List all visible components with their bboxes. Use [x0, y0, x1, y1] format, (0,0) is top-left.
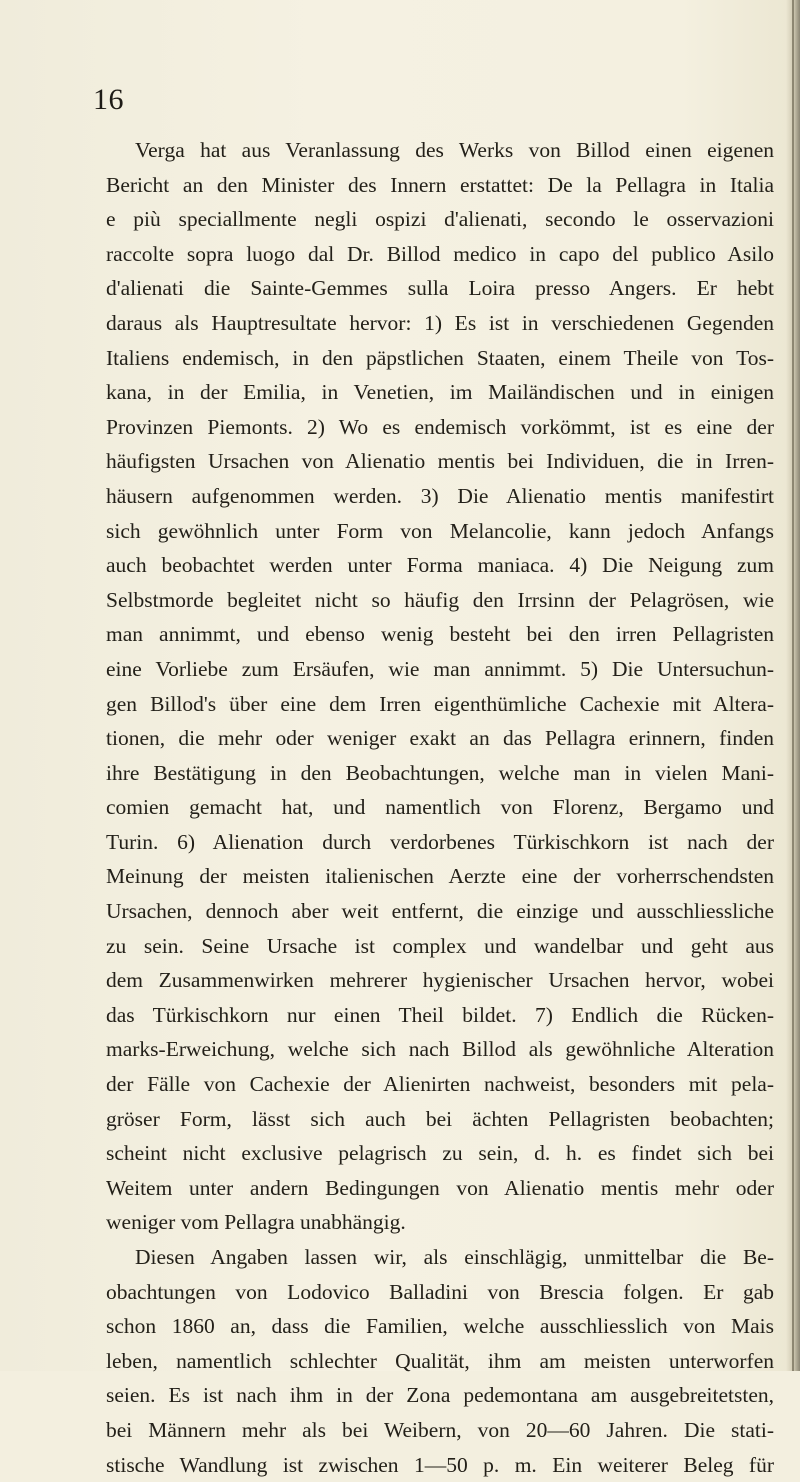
text-line: Provinzen Piemonts. 2) Wo es endemisch vorkömmt, ist es eine der	[106, 414, 774, 439]
page-number: 16	[93, 83, 124, 116]
text-line: e più speciallmente negli ospizi d'alienati, secondo le osservazioni	[106, 207, 774, 232]
text-line: seien. Es ist nach ihm in der Zona pedemontana am ausgebreitetsten,	[106, 1383, 774, 1408]
text-line: scheint nicht exclusive pelagrisch zu sein, d. h. es findet sich bei	[106, 1141, 774, 1166]
text-line: Turin. 6) Alienation durch verdorbenes Türkischkorn ist nach der	[106, 829, 774, 854]
text-line: Italiens endemisch, in den päpstlichen Staaten, einem Theile von Tos-	[106, 345, 774, 370]
page-edge-line	[792, 0, 794, 1371]
text-line: eine Vorliebe zum Ersäufen, wie man annimmt. 5) Die Untersuchun-	[106, 656, 774, 681]
text-line: stische Wandlung ist zwischen 1—50 p. m. Ein weiterer Beleg für	[106, 1452, 774, 1477]
text-line: obachtungen von Lodovico Balladini von Brescia folgen. Er gab	[106, 1279, 774, 1304]
text-line: ihre Bestätigung in den Beobachtungen, welche man in vielen Mani-	[106, 760, 774, 785]
text-line: daraus als Hauptresultate hervor: 1) Es ist in verschiedenen Gegenden	[106, 310, 774, 335]
text-line: häusern aufgenommen werden. 3) Die Alienatio mentis manifestirt	[106, 483, 774, 508]
text-line: schon 1860 an, dass die Familien, welche ausschliesslich von Mais	[106, 1314, 774, 1339]
text-line: man annimmt, und ebenso wenig besteht bei den irren Pellagristen	[106, 622, 774, 647]
text-line: kana, in der Emilia, in Venetien, im Mailändischen und in einigen	[106, 380, 774, 405]
text-line: Bericht an den Minister des Innern erstattet: De la Pellagra in Italia	[106, 172, 774, 197]
text-line: Meinung der meisten italienischen Aerzte eine der vorherrschendsten	[106, 864, 774, 889]
text-line: Verga hat aus Veranlassung des Werks von Billod einen eigenen	[135, 138, 774, 162]
text-line: gen Billod's über eine dem Irren eigenthümliche Cachexie mit Altera-	[106, 691, 774, 716]
text-line: tionen, die mehr oder weniger exakt an das Pellagra erinnern, finden	[106, 726, 774, 751]
text-line: weniger vom Pellagra unabhängig.	[106, 1210, 406, 1235]
text-line: Selbstmorde begleitet nicht so häufig den Irrsinn der Pelagrösen, wie	[106, 587, 774, 612]
text-line: auch beobachtet werden unter Forma maniaca. 4) Die Neigung zum	[106, 553, 774, 578]
text-line: Diesen Angaben lassen wir, als einschlägig, unmittelbar die Be-	[135, 1245, 774, 1269]
body-text	[106, 133, 774, 1482]
text-line: comien gemacht hat, und namentlich von Florenz, Bergamo und	[106, 795, 774, 820]
text-line: Ursachen, dennoch aber weit entfernt, die einzige und ausschliessliche	[106, 899, 774, 924]
text-line: raccolte sopra luogo dal Dr. Billod medico in capo del publico Asilo	[106, 241, 774, 266]
text-line: der Fälle von Cachexie der Alienirten nachweist, besonders mit pela-	[106, 1072, 774, 1097]
text-line: sich gewöhnlich unter Form von Melancolie, kann jedoch Anfangs	[106, 518, 774, 543]
text-line: zu sein. Seine Ursache ist complex und wandelbar und geht aus	[106, 933, 774, 958]
text-line: marks-Erweichung, welche sich nach Billod als gewöhnliche Alteration	[106, 1037, 774, 1062]
text-line: dem Zusammenwirken mehrerer hygienischer Ursachen hervor, wobei	[106, 968, 774, 993]
text-line: bei Männern mehr als bei Weibern, von 20—60 Jahren. Die stati-	[106, 1417, 774, 1442]
text-line: häufigsten Ursachen von Alienatio mentis bei Individuen, die in Irren-	[106, 449, 774, 474]
text-line: Weitem unter andern Bedingungen von Alienatio mentis mehr oder	[106, 1175, 774, 1200]
text-line: leben, namentlich schlechter Qualität, ihm am meisten unterworfen	[106, 1348, 774, 1373]
text-line: d'alienati die Sainte-Gemmes sulla Loira presso Angers. Er hebt	[106, 276, 774, 301]
text-line: das Türkischkorn nur einen Theil bildet. 7) Endlich die Rücken-	[106, 1002, 774, 1027]
text-line: gröser Form, lässt sich auch bei ächten Pellagristen beobachten;	[106, 1106, 774, 1131]
